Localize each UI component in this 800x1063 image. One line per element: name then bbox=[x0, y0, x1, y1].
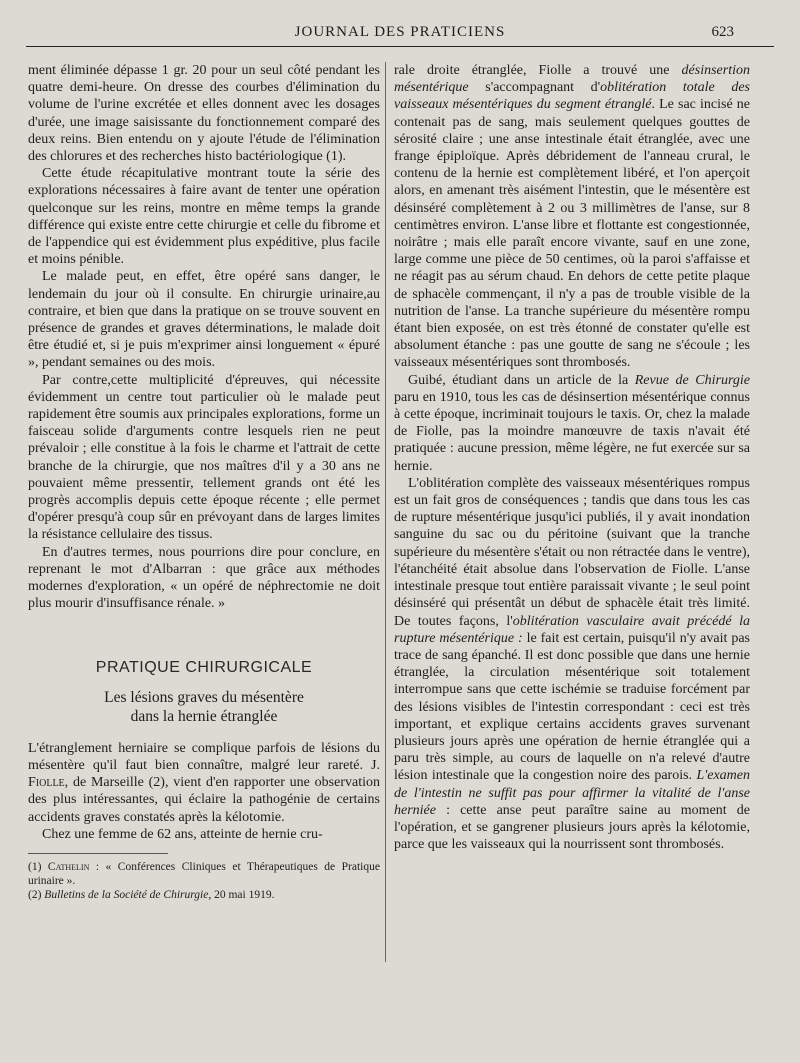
paragraph: Cette étude récapitulative montrant toute la série des explorations nécessaires à faire avant de tenter une opération quelconque sur les reins, montre en même temps la grande différence qui existe entre cette chirurgie et celle du fibrome et de l'appendice qui est évidemment plus expéditive, plus facile et moins pénible. bbox=[28, 166, 380, 268]
text-run: L'oblitération complète des vaisseaux mésentériques rompus est un fait gros de conséquences ; tandis que dans tous les cas de rupture mésentérique jusqu'ici publiés, il y avait inondation sanguine du sac ou du péritoine (suivant que la tranche supérieure du mésentère s'était ou non rétractée dans le ventre), l'étanchéité était absolue dans l'observation de Fiolle. L'anse intestinale presque tout entière paraissait vivante ; le seul point désinséré qui présentât un début de sphacèle était très limité. De toutes façons, l' bbox=[394, 475, 750, 629]
text-run: , de Marseille (2), vient d'en rapporter une observation des plus intéressantes, qui éclaire la pathogénie de certains accidents graves constatés après la kélotomie. bbox=[28, 775, 380, 825]
footnote-text: : « Conférences Cliniques et Thérapeutiques de Pratique urinaire ». bbox=[28, 860, 380, 887]
text-run: paru en 1910, tous les cas de désinsertion mésentérique connus à cette époque, incriminait toujours le taxis. Or, chez la malade de Fiolle, pas la moindre manœuvre de taxis n'avait été pratiquée : aucune pression, même légère, ne fut exercée sur sa hernie. bbox=[394, 389, 750, 474]
text-run: L'étranglement herniaire se complique parfois de lésions du mésentère qu'il faut bien connaître, malgré leur rareté. J. bbox=[28, 740, 380, 773]
italic-run: Revue de Chirurgie bbox=[634, 372, 751, 388]
paragraph: En d'autres termes, nous pourrions dire pour conclure, en reprenant le mot d'Albarran : que grâce aux méthodes modernes d'exploration, « un opéré de néphrectomie ne doit plus mourir d'insuffisance rénale. » bbox=[28, 544, 380, 612]
section-title: PRATIQUE CHIRURGICALE bbox=[95, 658, 313, 676]
text-run: le fait est certain, puisqu'il n'y avait pas trace de sang épanché. Il est donc possible que dans une hernie étranglée, la circulation mésentérique soit totalement interrompue sans que cette ischémie se traduise forcément par des lésions visibles de l'intestin correspondant : ceci est très important, et explique certains accidents graves survenant plusieurs jours après une opération de hernie étranglée qui a paru très simple, au cours de laquelle on n'a relevé d'autre lésion intestinale que la congestion noire des parois. bbox=[394, 630, 750, 784]
paragraph: ment éliminée dépasse 1 gr. 20 pour un seul côté pendant les quatre demi-heure. On dresse des courbes d'élimination du volume de l'urine excrétée et elles donnent avec les dosages d'urée, une image saisissante du fonctionnement comparé des deux reins. Bien entendu on y ajoute l'étude de l'élimination des chlorures et des recherches histo bactériologique (1). bbox=[28, 63, 380, 165]
footnote-2 bbox=[28, 888, 380, 902]
italic-run: désinsertion mésentérique bbox=[394, 63, 750, 96]
right-column bbox=[394, 62, 750, 853]
text-run: s'accompagnant d' bbox=[468, 80, 601, 96]
left-column bbox=[28, 62, 380, 902]
footnote-rule bbox=[28, 853, 168, 854]
paragraph: Le malade peut, en effet, être opéré sans danger, le lendemain du jour où il consulte. En chirurgie urinaire,au contraire, et bien que dans la pratique on se trouve souvent en présence de grandes et graves déterminations, le malade doit être étudié et, si je puis m'exprimer ainsi longuement « épuré », pendant semaines ou des mois. bbox=[28, 269, 380, 371]
column-divider bbox=[385, 62, 386, 962]
text-run: rale droite étranglée, Fiolle a trouvé une bbox=[394, 63, 682, 78]
paragraph bbox=[394, 372, 750, 475]
journal-title: JOURNAL DES PRATICIENS bbox=[294, 24, 506, 40]
paragraph bbox=[394, 475, 750, 853]
paragraph: Chez une femme de 62 ans, atteinte de hernie cru- bbox=[42, 826, 323, 842]
paragraph bbox=[28, 740, 380, 826]
footnote-text: , 20 mai 1919. bbox=[208, 888, 275, 901]
article-title-line-1: Les lésions graves du mésentère bbox=[104, 688, 304, 706]
running-header bbox=[26, 24, 774, 48]
footnote-author: Cathelin bbox=[47, 860, 90, 873]
footnote-number: (1) bbox=[28, 860, 48, 873]
text-run: . Le sac incisé ne contenait pas de sang, mais seulement quelques gouttes de sérosité claire ; une anse intestinale était étranglée, avec une frange épiploïque. Après débridement de l'anneau crural, le contenu de la hernie est complètement libéré, et l'on aperçoit alors, en amenant très aisément l'intestin, que le mésentère est désinséré complètement à 2 ou 3 millimètres de l'anse, sur 8 centimètres environ. L'anse libre et flottante est congestionnée, noirâtre ; mais elle paraît encore vivante, sauf en une zone, large comme une pièce de 50 centimes, où la paroi s'affaisse et ne réagit pas au sérum chaud. En dehors de cette petite plaque de sphacèle commençant, il n'y a pas de trouble visible de la nutrition de l'anse. La tranche supérieure du mésentère rompu étant bien exposée, on est très étonné de constater qu'elle est absolument étanche : pas une goutte de sang ne s'écoule ; les vaisseaux mésentériques sont thrombosés. bbox=[394, 97, 750, 371]
italic-run: L'examen de l'intestin ne suffit pas pour affirmer la vitalité de l'anse herniée bbox=[394, 768, 750, 818]
italic-run: oblitération totale des vaisseaux mésentériques du segment étranglé bbox=[394, 80, 750, 113]
paragraph bbox=[394, 62, 750, 372]
header-rule bbox=[26, 46, 774, 47]
article-title bbox=[28, 688, 380, 726]
footnote-number: (2) bbox=[28, 888, 45, 901]
footnote-1 bbox=[28, 860, 380, 888]
paragraph: Par contre,cette multiplicité d'épreuves, qui nécessite évidemment un centre tout particulier où le malade peut rapidement être soumis aux principales explorations, forme un faisceau solide d'arguments contre lesquels rien ne peut prévaloir ; elle constitue à la fois le charme et l'attrait de cette branche de la chirurgie, que nos maîtres d'il y a 30 ans ne pouvaient même pressentir, tellement grands ont été les progrès accomplis depuis cette époque récente ; elle permet d'opérer presqu'à coup sûr en prévoyant dans de larges limites la résistance cellulaire des tissus. bbox=[28, 372, 380, 543]
author-name: Fiolle bbox=[28, 775, 65, 791]
footnote-source: Bulletins de la Société de Chirurgie bbox=[44, 888, 209, 901]
italic-run: oblitération vasculaire avait précédé la rupture mésentérique : bbox=[394, 613, 750, 646]
text-run: Guibé, étudiant dans un article de la bbox=[408, 372, 635, 388]
article-title-line-2: dans la hernie étranglée bbox=[130, 707, 278, 725]
page-number: 623 bbox=[711, 24, 734, 40]
text-run: : cette anse peut paraître saine au moment de l'opération, et se gangrener plusieurs jours après la kélotomie, parce que les vaisseaux qui la nourrissent sont thrombosés. bbox=[394, 802, 750, 853]
